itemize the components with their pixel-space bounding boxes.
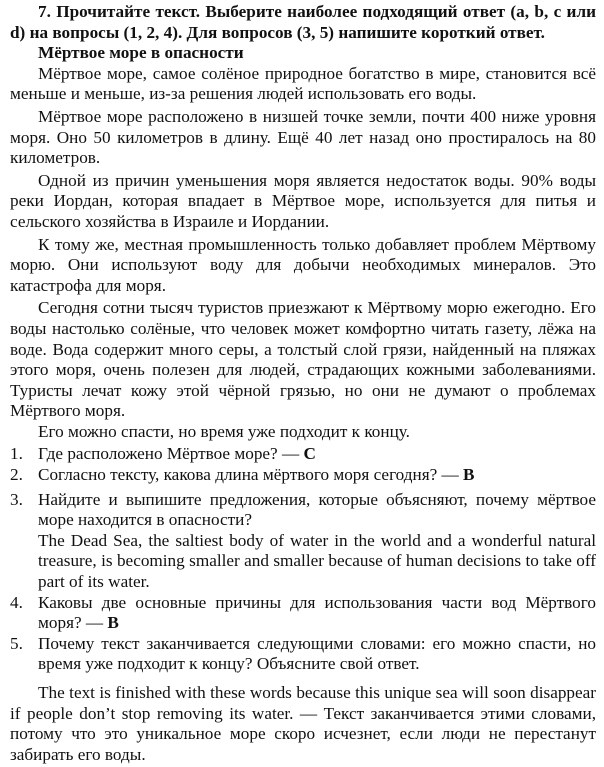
- question-item: [10, 490, 596, 593]
- question-item: [10, 444, 596, 465]
- paragraph: К тому же, местная промышленность только добавляет проблем Мёртвому морю. Они используют воду для добычи необходимых минералов. Это катастрофа для моря.: [10, 234, 596, 295]
- text-title: Мёртвое море в опасности: [38, 43, 244, 63]
- question-list: [10, 444, 596, 675]
- question-text: Найдите и выпишите предложения, которые объясняют, почему мёртвое море находится в опасности?: [38, 489, 596, 530]
- question-text: Почему текст заканчивается следующими словами: его можно спасти, но время уже подходит к концу? Объясните свой ответ.: [38, 633, 596, 674]
- paragraph: Одной из причин уменьшения моря является недостаток воды. 90% воды реки Иордан, которая впадает в Мёртвое море, используется для питья и сельского хозяйства в Израиле и Иордании.: [10, 170, 596, 231]
- question-text: Согласно тексту, какова длина мёртвого моря сегодня? —: [38, 465, 464, 485]
- question-number: 4.: [10, 592, 23, 612]
- final-answer: The text is finished with these words because this unique sea will soon disappear if people don’t stop removing its water. — Текст заканчивается этими словами, потому что это уникальное море скоро исчезнет, если люди не перестанут забирать его воды.: [10, 683, 596, 764]
- question-answer: C: [303, 444, 316, 464]
- task-instruction: 7. Прочитайте текст. Выберите наиболее подходящий ответ (a, b, c или d) на вопросы (1, 2, 4). Для вопросов (3, 5) напишите короткий ответ.: [10, 2, 596, 42]
- question-item: [10, 465, 596, 486]
- question-text: Где расположено Мёртвое море? —: [38, 444, 304, 464]
- question-number: 2.: [10, 465, 23, 485]
- question-item: [10, 634, 596, 675]
- question-answer-text: The Dead Sea, the saltiest body of water in the world and a wonderful natural treasure, is becoming smaller and smaller because of human decisions to take off part of its water.: [38, 530, 596, 592]
- question-item: [10, 593, 596, 634]
- question-number: 1.: [10, 444, 23, 464]
- question-answer: B: [463, 465, 475, 485]
- paragraph: Мёртвое море, самое солёное природное богатство в мире, становится всё меньше и меньше, из-за решения людей использовать его воды.: [10, 63, 596, 104]
- question-number: 3.: [10, 489, 23, 509]
- question-text: Каковы две основные причины для использования части вод Мёртвого моря? —: [38, 592, 596, 633]
- question-number: 5.: [10, 633, 23, 653]
- paragraph: Сегодня сотни тысяч туристов приезжают к Мёртвому морю ежегодно. Его воды настолько солёные, что человек может комфортно читать газету, лёжа на воде. Вода содержит много серы, а толстый слой грязи, найденный на пляжах этого моря, очень полезен для людей, страдающих кожными заболеваниями. Туристы лечат кожу этой чёрной грязью, но они не думают о проблемах Мёртвого моря.: [10, 298, 596, 421]
- paragraph: Мёртвое море расположено в низшей точке земли, почти 400 ниже уровня моря. Оно 50 километров в длину. Ещё 40 лет назад оно простиралось на 80 километров.: [10, 106, 596, 168]
- paragraph: Его можно спасти, но время уже подходит к концу.: [38, 421, 410, 441]
- question-answer: B: [107, 613, 119, 633]
